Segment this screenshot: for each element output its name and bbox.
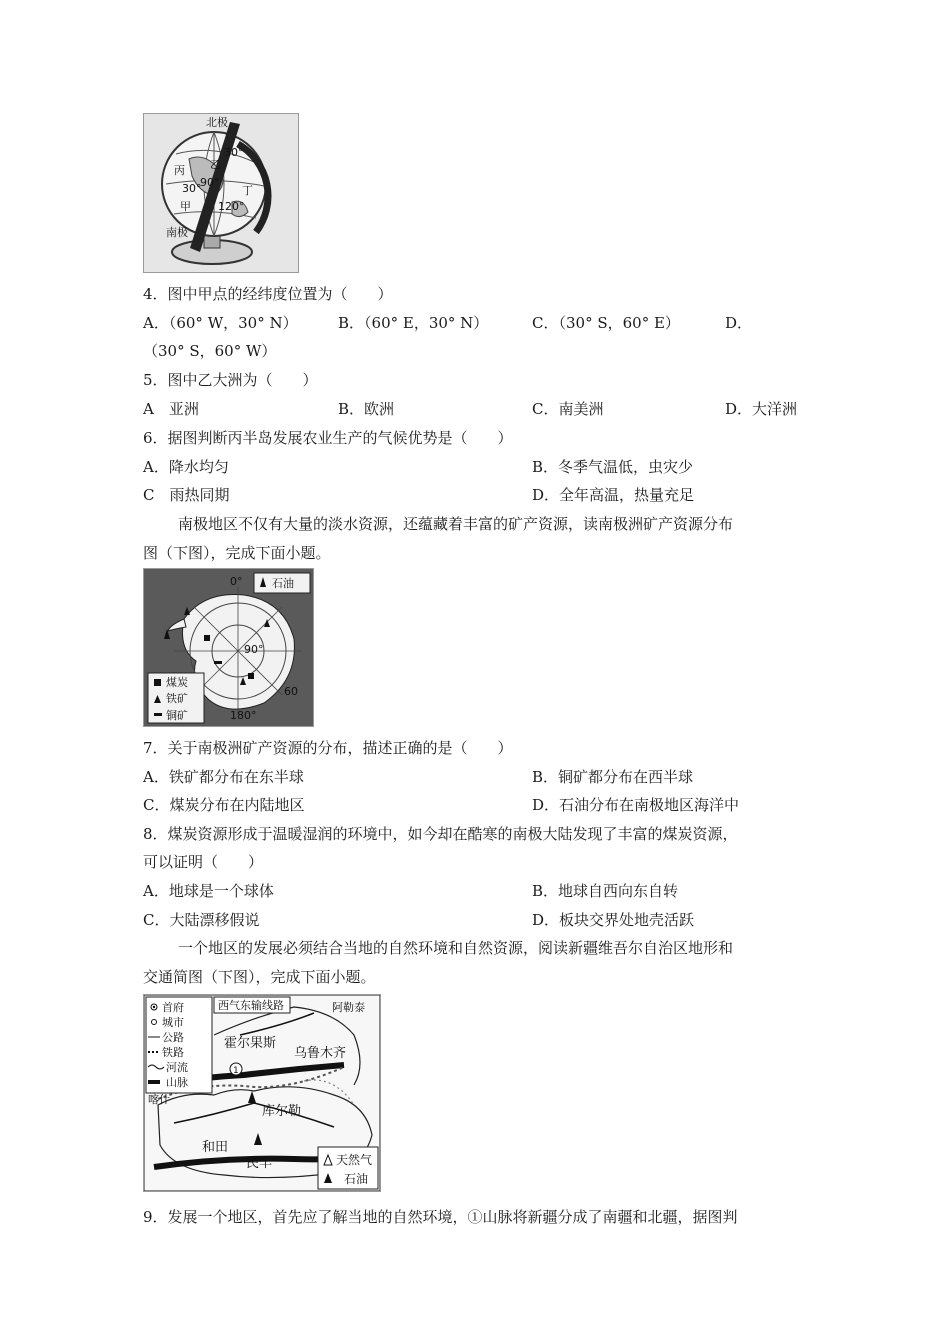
q6-option-d[interactable]: D．全年高温，热量充足 <box>532 486 695 504</box>
q4-option-d[interactable]: D． <box>725 314 753 332</box>
peninsula-bing-label: 丙 <box>174 164 185 177</box>
meridian-0-label: 0° <box>230 575 243 588</box>
legend-railway-label: 铁路 <box>162 1046 184 1059</box>
pipeline-label: 西气东输线路 <box>218 999 284 1012</box>
city-kashgar-label: 喀什 <box>148 1093 170 1106</box>
passage2-line2: 图（下图），完成下面小题。 <box>143 544 331 562</box>
q5-option-b[interactable]: B．欧洲 <box>338 400 395 418</box>
q6-stem: 6．据图判断丙半岛发展农业生产的气候优势是（ ） <box>143 429 513 447</box>
legend-highway-label: 公路 <box>162 1031 184 1044</box>
q9-stem: 9．发展一个地区，首先应了解当地的自然环境，①山脉将新疆分成了南疆和北疆，据图判 <box>143 1208 738 1226</box>
city-minfeng-label: 民丰 <box>246 1156 273 1171</box>
lon-label-90: 90° <box>200 176 220 189</box>
south-pole-label: 南极 <box>166 226 188 239</box>
q6-option-c[interactable]: C 雨热同期 <box>143 486 230 504</box>
city-hotan-label: 和田 <box>202 1140 229 1155</box>
q8-option-a[interactable]: A．地球是一个球体 <box>143 882 274 900</box>
city-altay-label: 阿勒泰 <box>332 1001 365 1014</box>
xinjiang-map-figure <box>143 994 381 1192</box>
lat-label-2: 30° <box>182 182 202 195</box>
meridian-90-label: 90° <box>244 643 264 656</box>
antarctica-map-figure <box>143 568 314 727</box>
city-horgos-label: 霍尔果斯 <box>224 1036 277 1051</box>
passage3-line1: 一个地区的发展必须结合当地的自然环境和自然资源，阅读新疆维吾尔自治区地形和 <box>178 939 734 957</box>
legend-city-label: 城市 <box>162 1016 184 1029</box>
q5-stem: 5．图中乙大洲为（ ） <box>143 371 318 389</box>
legend-gas-label: 天然气 <box>336 1153 373 1167</box>
q8-stem-line2: 可以证明（ ） <box>143 853 264 871</box>
lat-60-label: 60 <box>284 685 298 698</box>
passage3-line2: 交通简图（下图），完成下面小题。 <box>143 968 376 986</box>
q8-option-c[interactable]: C．大陆漂移假说 <box>143 911 260 929</box>
legend-mountain-label: 山脉 <box>166 1076 188 1089</box>
legend-iron-label: 铁矿 <box>166 692 188 705</box>
q8-stem-line1: 8．煤炭资源形成于温暖湿润的环境中，如今却在酷寒的南极大陆发现了丰富的煤炭资源， <box>143 825 738 843</box>
q4-option-d-continued: （30° S，60° W） <box>143 342 277 360</box>
q7-stem: 7．关于南极洲矿产资源的分布，描述正确的是（ ） <box>143 739 513 757</box>
meridian-180-label: 180° <box>230 709 257 722</box>
passage2-line1: 南极地区不仅有大量的淡水资源，还蕴藏着丰富的矿产资源，读南极洲矿产资源分布 <box>178 515 734 533</box>
q4-option-c[interactable]: C．（30° S，60° E） <box>532 314 680 332</box>
north-pole-label: 北极 <box>206 116 228 129</box>
lat-label-1: 30° <box>224 146 244 159</box>
city-urumqi-label: 乌鲁木齐 <box>294 1046 347 1061</box>
q4-stem: 4．图中甲点的经纬度位置为（ ） <box>143 285 393 303</box>
point-ding-label: 丁 <box>242 184 253 197</box>
q5-option-c[interactable]: C．南美洲 <box>532 400 604 418</box>
legend-river-label: 河流 <box>166 1061 188 1074</box>
q7-option-b[interactable]: B．铜矿都分布在西半球 <box>532 768 694 786</box>
point-jia-label: 甲 <box>180 200 191 213</box>
lon-label-120: 120° <box>218 200 245 213</box>
city-korla-label: 库尔勒 <box>262 1104 302 1119</box>
q6-option-a[interactable]: A．降水均匀 <box>143 458 229 476</box>
continent-yi-label: 乙 <box>210 158 221 171</box>
legend-oil-label: 石油 <box>272 577 294 590</box>
globe-figure <box>143 113 299 273</box>
legend-capital-label: 首府 <box>162 1001 184 1014</box>
q7-option-a[interactable]: A．铁矿都分布在东半球 <box>143 768 304 786</box>
q4-option-b[interactable]: B．（60° E，30° N） <box>338 314 489 332</box>
q8-option-d[interactable]: D．板块交界处地壳活跃 <box>532 911 695 929</box>
q7-option-c[interactable]: C．煤炭分布在内陆地区 <box>143 796 305 814</box>
q7-option-d[interactable]: D．石油分布在南极地区海洋中 <box>532 796 740 814</box>
q8-option-b[interactable]: B．地球自西向东自转 <box>532 882 679 900</box>
q5-option-a[interactable]: A 亚洲 <box>143 400 199 418</box>
legend-oil-label-xj: 石油 <box>344 1172 369 1186</box>
q6-option-b[interactable]: B．冬季气温低，虫灾少 <box>532 458 694 476</box>
legend-coal-label: 煤炭 <box>166 676 188 689</box>
mountain-marker-1: 1 <box>233 1066 239 1076</box>
q4-option-a[interactable]: A．（60° W，30° N） <box>143 314 298 332</box>
legend-copper-label: 铜矿 <box>166 709 188 722</box>
q5-option-d[interactable]: D．大洋洲 <box>725 400 798 418</box>
